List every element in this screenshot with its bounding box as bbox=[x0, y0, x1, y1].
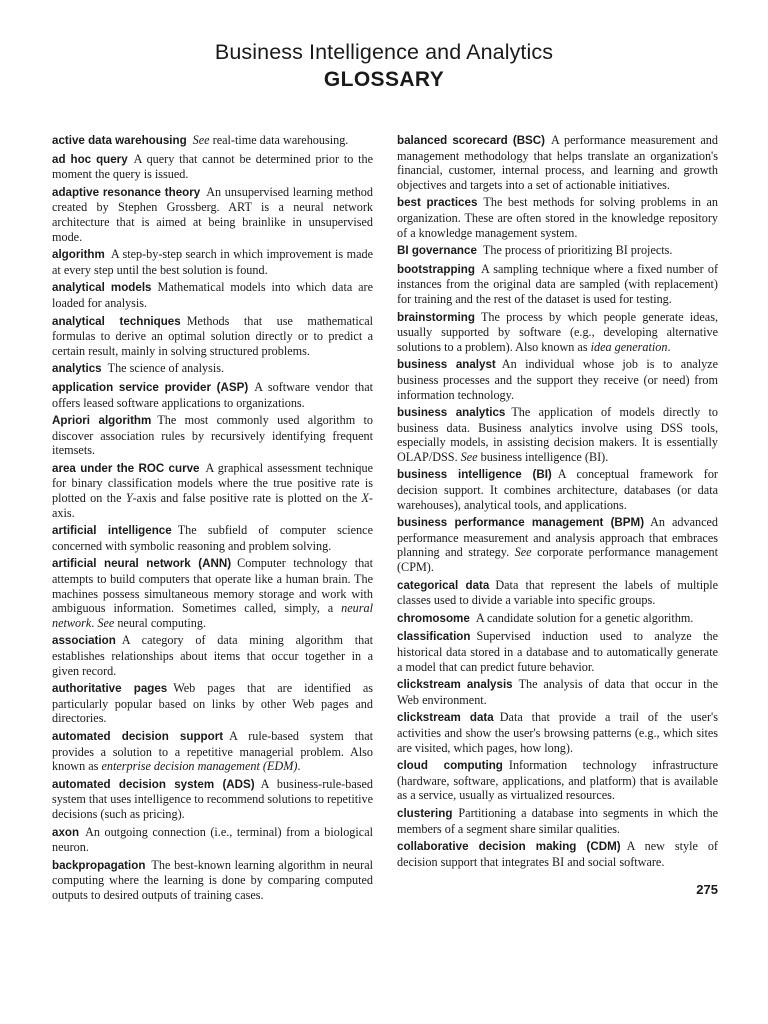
glossary-entry bbox=[52, 858, 373, 903]
glossary-definition: A candidate solution for a genetic algorithm. bbox=[475, 610, 694, 625]
glossary-entry bbox=[397, 758, 718, 803]
section-title: GLOSSARY bbox=[323, 68, 445, 91]
glossary-term: Apriori algorithm bbox=[52, 414, 152, 428]
glossary-definition: The science of analysis. bbox=[107, 361, 225, 376]
glossary-entry bbox=[52, 523, 373, 553]
glossary-term: business analytics bbox=[397, 406, 506, 420]
glossary-term: active data warehousing bbox=[52, 134, 187, 147]
glossary-definition: An outgoing connection (i.e., terminal) from a biological neuron. bbox=[52, 824, 373, 855]
glossary-term: analytical models bbox=[52, 281, 152, 295]
glossary-entry bbox=[52, 681, 373, 726]
book-title: Business Intelligence and Analytics bbox=[214, 40, 554, 64]
glossary-entry bbox=[52, 380, 373, 410]
glossary-term: brainstorming bbox=[397, 310, 475, 324]
glossary-entry bbox=[397, 195, 718, 240]
glossary-term: best practices bbox=[397, 196, 478, 210]
glossary-term: axon bbox=[52, 825, 80, 839]
glossary-definition: Information technology infrastructure (hardware, software, applications, and platform) that is available as a service, usually as virtualized resources. bbox=[397, 758, 718, 803]
glossary-term: clickstream data bbox=[397, 711, 494, 725]
glossary-definition: The analysis of data that occur in the Web environment. bbox=[397, 677, 718, 707]
page-header bbox=[0, 38, 768, 94]
glossary-term: classification bbox=[397, 630, 471, 644]
glossary-entry bbox=[397, 243, 718, 259]
glossary-entry bbox=[397, 629, 718, 674]
glossary-entry bbox=[397, 467, 718, 512]
glossary-entry bbox=[397, 806, 718, 836]
glossary-term: clickstream analysis bbox=[397, 678, 513, 692]
glossary-term: ad hoc query bbox=[52, 152, 128, 166]
glossary-column-right bbox=[397, 133, 718, 872]
glossary-entry bbox=[52, 185, 373, 244]
glossary-definition: A sampling technique where a fixed number of instances from the original data are sampled (with replacement) for training and the rest of the dataset is used for testing. bbox=[397, 261, 718, 306]
glossary-term: algorithm bbox=[52, 248, 105, 262]
glossary-term: area under the ROC curve bbox=[52, 461, 200, 475]
glossary-entry bbox=[52, 633, 373, 678]
glossary-entry bbox=[397, 357, 718, 402]
glossary-term: analytical techniques bbox=[52, 314, 181, 328]
glossary-entry bbox=[52, 314, 373, 359]
glossary-definition: A step-by-step search in which improvement is made at every step until the best solution is found. bbox=[52, 247, 373, 277]
glossary-definition: A conceptual framework for decision support. It combines architecture, databases (or data warehouses), analytical tools, and applications. bbox=[397, 467, 718, 512]
glossary-definition: See real-time data warehousing. bbox=[192, 133, 349, 147]
glossary-definition: Supervised induction used to analyze the historical data stored in a database and to automatically generate a model that can predict future behavior. bbox=[397, 629, 718, 674]
glossary-term: chromosome bbox=[397, 611, 470, 625]
glossary-term: business intelligence (BI) bbox=[397, 468, 552, 482]
glossary-entry bbox=[52, 413, 373, 458]
glossary-term: balanced scorecard (BSC) bbox=[397, 134, 546, 147]
glossary-term: automated decision support bbox=[52, 729, 224, 743]
glossary-definition: A rule-based system that provides a solution to a repetitive managerial problem. Also known as enterprise decision management (EDM). bbox=[52, 728, 374, 774]
glossary-entry bbox=[52, 280, 373, 310]
glossary-definition: The application of models directly to business data. Business analytics involve using DSS tools, especially models, in assisting decision makers. It is essentially OLAP/DSS. See business intelligence (BI). bbox=[397, 405, 718, 464]
glossary-definition: The process by which people generate ideas, usually supported by software (e.g., developing alternative solutions to a problem). Also known as idea generation. bbox=[397, 309, 718, 354]
glossary-entry bbox=[52, 729, 373, 774]
glossary-entry bbox=[52, 777, 373, 822]
glossary-entry bbox=[397, 710, 718, 755]
glossary-term: business analyst bbox=[397, 358, 496, 372]
glossary-entry bbox=[397, 405, 718, 464]
glossary-term: artificial intelligence bbox=[52, 524, 172, 538]
glossary-term: collaborative decision making (CDM) bbox=[397, 840, 621, 854]
glossary-term: analytics bbox=[52, 362, 102, 376]
glossary-entry bbox=[397, 839, 718, 869]
glossary-definition: The most commonly used algorithm to discover association rules by recursively identifying frequent itemsets. bbox=[52, 413, 373, 458]
glossary-definition: Mathematical models into which data are loaded for analysis. bbox=[52, 280, 373, 310]
glossary-entry bbox=[397, 133, 718, 192]
glossary-definition: A business-rule-based system that uses intelligence to recommend solutions to repetitive decisions (such as pricing). bbox=[52, 776, 373, 821]
page-number: 275 bbox=[696, 882, 718, 897]
glossary-definition: Data that represent the labels of multiple classes used to divide a variable into specific groups. bbox=[397, 577, 718, 608]
glossary-term: clustering bbox=[397, 806, 453, 820]
glossary-term: authoritative pages bbox=[52, 682, 168, 696]
glossary-term: artificial neural network (ANN) bbox=[52, 557, 232, 571]
glossary-definition: A graphical assessment technique for binary classification models where the true positive rate is plotted on the Y-axis and false positive rate is plotted on the X-axis. bbox=[52, 460, 373, 520]
glossary-term: business performance management (BPM) bbox=[397, 516, 645, 530]
glossary-definition: An individual whose job is to analyze business processes and the support they receive (or need) from information technology. bbox=[397, 357, 718, 402]
glossary-definition: The best methods for solving problems in an organization. These are often stored in the knowledge repository of a knowledge management system. bbox=[397, 195, 718, 240]
glossary-term: application service provider (ASP) bbox=[52, 380, 249, 394]
glossary-definition: A query that cannot be determined prior to the moment the query is issued. bbox=[52, 151, 374, 182]
glossary-definition: A software vendor that offers leased software applications to organizations. bbox=[52, 379, 373, 410]
glossary-definition: An unsupervised learning method created by Stephen Grossberg. ART is a neural network architecture that is aimed at being brainlike in unsupervised mode. bbox=[52, 184, 373, 244]
glossary-entry bbox=[52, 152, 373, 182]
glossary-term: automated decision system (ADS) bbox=[52, 777, 255, 791]
glossary-entry bbox=[397, 677, 718, 707]
glossary-entry bbox=[52, 361, 373, 377]
glossary-entry bbox=[397, 310, 718, 355]
glossary-entry bbox=[52, 825, 373, 855]
glossary-definition: Web pages that are identified as particularly popular based on links by other Web pages and directories. bbox=[52, 681, 373, 726]
glossary-definition: An advanced performance measurement and analysis approach that embraces planning and strategy. See corporate performance management (CPM). bbox=[397, 515, 718, 575]
glossary-entry bbox=[52, 461, 373, 520]
glossary-entry bbox=[397, 611, 718, 627]
glossary-entry bbox=[397, 515, 718, 574]
glossary-entry bbox=[397, 578, 718, 608]
glossary-definition: Methods that use mathematical formulas to derive an optimal solution directly or to predict a certain result, mainly in solving structured problems. bbox=[52, 313, 373, 358]
glossary-term: categorical data bbox=[397, 578, 490, 592]
glossary-term: cloud computing bbox=[397, 759, 503, 773]
glossary-column-left bbox=[52, 133, 373, 906]
glossary-definition: Partitioning a database into segments in which the members of a segment share similar qualities. bbox=[397, 805, 718, 836]
glossary-term: adaptive resonance theory bbox=[52, 185, 201, 199]
glossary-definition: A new style of decision support that integrates BI and social software. bbox=[397, 839, 718, 869]
glossary-definition: Data that provide a trail of the user's activities and show the user's browsing patterns (e.g., which sites are visited, which pages, how long). bbox=[397, 710, 718, 755]
glossary-definition: Computer technology that attempts to build computers that operate like a human brain. The machines possess simultaneous memory storage and work with ambiguous information. Sometimes called, simply, a neural network. See neural computing. bbox=[52, 556, 373, 630]
glossary-definition: The subfield of computer science concerned with symbolic reasoning and problem solving. bbox=[52, 523, 373, 553]
glossary-entry bbox=[52, 247, 373, 277]
glossary-definition: A performance measurement and management methodology that helps translate an organization's financial, customer, internal process, and learning and growth objectives and targets into a set of actionable initiatives. bbox=[397, 133, 718, 192]
glossary-entry bbox=[52, 133, 373, 149]
glossary-definition: A category of data mining algorithm that establishes relationships about items that occur together in a given record. bbox=[52, 633, 373, 678]
glossary-entry bbox=[52, 556, 373, 630]
glossary-term: bootstrapping bbox=[397, 262, 475, 276]
glossary-entry bbox=[397, 262, 718, 307]
glossary-term: BI governance bbox=[397, 244, 477, 258]
glossary-definition: The process of prioritizing BI projects. bbox=[482, 243, 673, 258]
glossary-definition: The best-known learning algorithm in neural computing where the learning is done by comparing computed outputs to desired outputs of training cases. bbox=[52, 857, 373, 902]
glossary-term: backpropagation bbox=[52, 858, 146, 872]
glossary-term: association bbox=[52, 634, 116, 648]
